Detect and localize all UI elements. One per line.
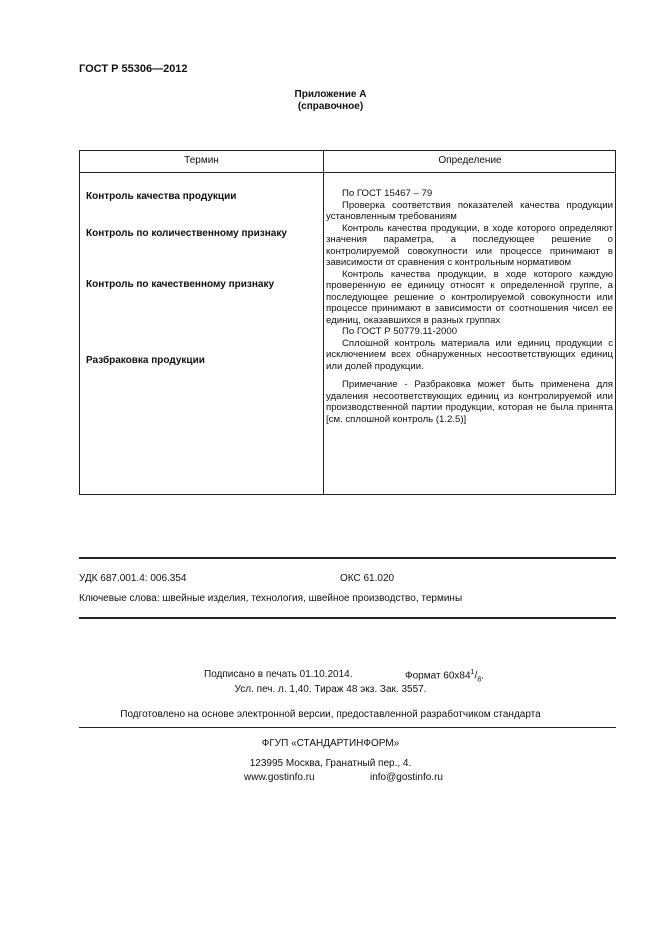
publisher-name: ФГУП «СТАНДАРТИНФОРМ» xyxy=(261,738,400,749)
definitions-column xyxy=(326,188,613,425)
column-header-term: Термин xyxy=(184,155,219,166)
term-sorting: Разбраковка продукции xyxy=(86,355,205,366)
oks-code: ОКС 61.020 xyxy=(340,573,395,584)
definition-text: Проверка соответствия показателей качества продукции установленным требованиям xyxy=(326,199,613,222)
keywords: Ключевые слова: швейные изделия, технология, швейное производство, термины xyxy=(79,593,463,604)
appendix-note: (справочное) xyxy=(297,101,364,112)
column-header-definition: Определение xyxy=(438,155,502,166)
print-format-sup: 1 xyxy=(470,669,475,676)
term-quantitative-control: Контроль по количественному признаку xyxy=(86,228,287,239)
definition-note: Примечание - Разбраковка может быть применена для удаления несоответствующих единиц из контролируемой или производственной партии продукции, которая не была принята [см. сплошной контроль (1.2.5)] xyxy=(326,379,613,425)
print-sheets: Усл. печ. л. 1,40. Тираж 48 экз. Зак. 3557. xyxy=(234,684,427,695)
appendix-title: Приложение А xyxy=(294,89,367,100)
definition-text: Контроль качества продукции, в ходе которого определяют значения параметра, а последующее решение о контролируемой совокупности или процессе принимают в зависимости от сравнения с контрольным нормативом xyxy=(326,222,613,268)
footer-top-rule xyxy=(79,557,616,559)
term-qualitative-control: Контроль по качественному признаку xyxy=(86,279,275,290)
column-divider xyxy=(323,151,324,494)
print-format-tail: . xyxy=(481,670,484,682)
print-format: Формат $60х84^1/_8$. xyxy=(405,669,484,684)
udk-code: УДК 687.001.4: 006.354 xyxy=(79,573,187,584)
publisher-website: www.gostinfo.ru xyxy=(244,772,315,783)
print-format-sub: 8 xyxy=(477,676,482,684)
definition-source: По ГОСТ 15467 – 79 xyxy=(342,188,433,199)
publisher-email: info@gostinfo.ru xyxy=(370,772,443,783)
standard-number: ГОСТ Р 55306—2012 xyxy=(79,63,188,75)
publisher-address: 123995 Москва, Гранатный пер., 4. xyxy=(249,758,412,769)
definition-text: Контроль качества продукции, в ходе которого каждую проверенную ее единицу относят к определенной группе, а последующее решение о контролируемой совокупности или процессе принимают в зависимости от соотношения чисел ее единиц, оказавшихся в разных группах xyxy=(326,268,613,326)
terms-table xyxy=(79,150,616,495)
print-format-label: Формат 60х84 xyxy=(405,670,471,682)
definition-source: По ГОСТ Р 50779.11-2000 xyxy=(342,326,458,337)
imprint-rule xyxy=(79,727,616,728)
definition-text: Сплошной контроль материала или единиц продукции с исключением всех обнаруженных несоответствующих единиц или долей продукции. xyxy=(326,337,613,372)
table-header-row xyxy=(80,151,615,173)
signed-date: Подписано в печать 01.10.2014. xyxy=(204,669,353,680)
prepared-note: Подготовлено на основе электронной версии, предоставленной разработчиком стандарта xyxy=(120,709,541,720)
term-quality-control: Контроль качества продукции xyxy=(86,191,237,202)
footer-bottom-rule xyxy=(79,617,616,619)
